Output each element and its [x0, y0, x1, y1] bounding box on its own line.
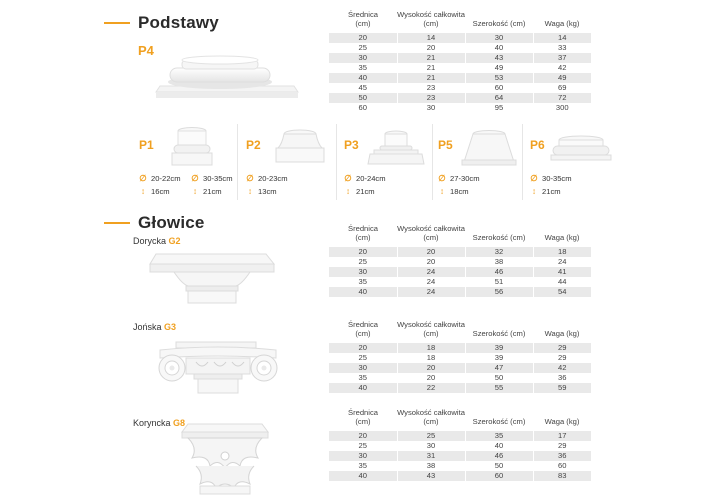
cell-diameter: 20: [329, 33, 397, 43]
spec-line-diameter: [530, 173, 572, 184]
height-icon: ↕: [140, 186, 146, 196]
base-p6-panel: [530, 122, 620, 202]
col-header-width: Szerokość (cm): [472, 329, 526, 338]
cell-width: 49: [465, 63, 533, 73]
base-p6-image: [548, 134, 614, 166]
base-p3-image: [366, 130, 426, 168]
spec-height: 21cm: [356, 186, 375, 196]
cell-width: 39: [465, 343, 533, 353]
table-row: [329, 383, 591, 393]
table-row: [329, 353, 591, 363]
capital-code: G8: [173, 418, 186, 428]
cell-height: 22: [397, 383, 465, 393]
product-code-p3: P3: [344, 138, 359, 152]
cell-diameter: 40: [329, 471, 397, 481]
col-header-weight: Waga (kg): [544, 329, 580, 338]
cell-weight: 60: [533, 461, 591, 471]
cell-height: 24: [397, 277, 465, 287]
table-row: [329, 373, 591, 383]
table-row: [329, 441, 591, 451]
col-header-height: Wysokość całkowita (cm): [397, 320, 465, 338]
cell-width: 50: [465, 373, 533, 383]
cell-height: 30: [397, 441, 465, 451]
height-icon: ↕: [345, 186, 351, 196]
table-header-row: [329, 224, 591, 247]
height-icon: ↕: [247, 186, 253, 196]
spec-diameter: 27-30cm: [450, 174, 480, 183]
table-header-row: [329, 10, 591, 33]
cell-height: 31: [397, 451, 465, 461]
spec-line-diameter: [139, 173, 181, 184]
cell-height: 20: [397, 247, 465, 257]
cell-height: 20: [397, 257, 465, 267]
cell-width: 46: [465, 451, 533, 461]
cell-width: 30: [465, 33, 533, 43]
capital-label-g3: [133, 322, 176, 332]
diameter-icon: ∅: [344, 173, 352, 183]
base-p5-panel: [438, 122, 526, 202]
spec-line-height: [438, 186, 469, 196]
cell-weight: 41: [533, 267, 591, 277]
table-g3: [329, 320, 591, 393]
table-row: [329, 33, 591, 43]
product-code-p5: P5: [438, 138, 453, 152]
table-g2: [329, 224, 591, 297]
spec-line-height: [139, 186, 170, 196]
col-header-height: Wysokość całkowita (cm): [397, 408, 465, 426]
section-header-glowice: [104, 213, 205, 233]
cell-height: 30: [397, 103, 465, 113]
table-row: [329, 83, 591, 93]
cell-width: 46: [465, 267, 533, 277]
cell-width: 38: [465, 257, 533, 267]
cell-width: 95: [465, 103, 533, 113]
cell-diameter: 35: [329, 63, 397, 73]
table-row: [329, 63, 591, 73]
cell-width: 51: [465, 277, 533, 287]
cell-height: 23: [397, 93, 465, 103]
cell-diameter: 25: [329, 257, 397, 267]
spec-line-diameter: [246, 173, 288, 184]
cell-width: 55: [465, 383, 533, 393]
capital-g3-image: [152, 334, 284, 400]
cell-height: 20: [397, 363, 465, 373]
spec-diameter: 20-24cm: [356, 174, 386, 183]
height-icon: ↕: [531, 186, 537, 196]
col-header-height: Wysokość całkowita (cm): [397, 224, 465, 242]
cell-diameter: 40: [329, 383, 397, 393]
cell-height: 23: [397, 83, 465, 93]
capital-g2-image: [148, 250, 278, 308]
spec-diameter: 20-23cm: [258, 174, 288, 183]
diameter-icon: ∅: [438, 173, 446, 183]
table-header-row: [329, 320, 591, 343]
base-p4-image: [152, 52, 302, 100]
cell-width: 56: [465, 287, 533, 297]
col-header-diameter: Średnica (cm): [348, 224, 378, 242]
col-header-width: Szerokość (cm): [472, 233, 526, 242]
capital-name: Dorycka: [133, 236, 167, 246]
cell-height: 24: [397, 287, 465, 297]
cell-height: 38: [397, 461, 465, 471]
cell-height: 21: [397, 53, 465, 63]
col-header-width: Szerokość (cm): [472, 19, 526, 28]
col-header-diameter: Średnica (cm): [348, 408, 378, 426]
cell-diameter: 30: [329, 267, 397, 277]
cell-height: 21: [397, 73, 465, 83]
table-row: [329, 277, 591, 287]
table-header-row: [329, 408, 591, 431]
cell-diameter: 35: [329, 373, 397, 383]
table-row: [329, 73, 591, 83]
base-p5-image: [458, 130, 520, 168]
product-code-p1: P1: [139, 138, 154, 152]
capital-code: G2: [168, 236, 181, 246]
spec-height-2: 21cm: [203, 186, 222, 196]
capital-name: Koryncka: [133, 418, 171, 428]
cell-height: 21: [397, 63, 465, 73]
col-header-weight: Waga (kg): [544, 417, 580, 426]
col-header-height: Wysokość całkowita (cm): [397, 10, 465, 28]
cell-diameter: 35: [329, 461, 397, 471]
spec-diameter: 30-35cm: [542, 174, 572, 183]
base-p2-panel: [246, 122, 336, 202]
spec-line-height: [530, 186, 561, 196]
base-p2-image: [272, 126, 328, 168]
cell-width: 35: [465, 431, 533, 441]
table-row: [329, 343, 591, 353]
cell-width: 50: [465, 461, 533, 471]
cell-weight: 54: [533, 287, 591, 297]
table-row: [329, 431, 591, 441]
base-p3-panel: [344, 122, 432, 202]
table-row: [329, 43, 591, 53]
spec-line-diameter: [344, 173, 386, 184]
diameter-icon: ∅: [191, 173, 199, 183]
cell-width: 40: [465, 43, 533, 53]
cell-weight: 36: [533, 373, 591, 383]
cell-width: 39: [465, 353, 533, 363]
diameter-icon: ∅: [530, 173, 538, 183]
spec-height: 16cm: [151, 186, 170, 196]
spec-line-diameter-2: [191, 173, 233, 184]
cell-diameter: 35: [329, 277, 397, 287]
cell-diameter: 30: [329, 451, 397, 461]
col-header-diameter: Średnica (cm): [348, 10, 378, 28]
capital-label-g2: [133, 236, 181, 246]
table-row: [329, 471, 591, 481]
cell-weight: 37: [533, 53, 591, 63]
cell-weight: 42: [533, 63, 591, 73]
cell-height: 18: [397, 343, 465, 353]
spec-line-height: [246, 186, 277, 196]
cell-height: 20: [397, 373, 465, 383]
cell-weight: 29: [533, 441, 591, 451]
diameter-icon: ∅: [139, 173, 147, 183]
spec-diameter-2: 30-35cm: [203, 174, 233, 183]
cell-height: 25: [397, 431, 465, 441]
col-header-weight: Waga (kg): [544, 19, 580, 28]
cell-weight: 69: [533, 83, 591, 93]
cell-width: 60: [465, 471, 533, 481]
cell-diameter: 45: [329, 83, 397, 93]
col-header-weight: Waga (kg): [544, 233, 580, 242]
product-code-p6: P6: [530, 138, 545, 152]
cell-width: 40: [465, 441, 533, 451]
height-icon: ↕: [192, 186, 198, 196]
cell-diameter: 20: [329, 431, 397, 441]
section-title: Podstawy: [138, 13, 219, 32]
cell-width: 64: [465, 93, 533, 103]
cell-weight: 49: [533, 73, 591, 83]
diameter-icon: ∅: [246, 173, 254, 183]
table-row: [329, 103, 591, 113]
table-g8: [329, 408, 591, 481]
col-header-diameter: Średnica (cm): [348, 320, 378, 338]
table-p4: [329, 10, 591, 113]
cell-height: 14: [397, 33, 465, 43]
cell-weight: 42: [533, 363, 591, 373]
cell-diameter: 25: [329, 353, 397, 363]
cell-diameter: 25: [329, 43, 397, 53]
table-row: [329, 363, 591, 373]
cell-weight: 83: [533, 471, 591, 481]
cell-weight: 24: [533, 257, 591, 267]
height-icon: ↕: [439, 186, 445, 196]
section-accent-line: [104, 22, 130, 24]
table-row: [329, 451, 591, 461]
cell-diameter: 30: [329, 53, 397, 63]
section-accent-line: [104, 222, 130, 224]
cell-width: 53: [465, 73, 533, 83]
cell-diameter: 50: [329, 93, 397, 103]
cell-weight: 59: [533, 383, 591, 393]
base-p1-image: [169, 126, 215, 168]
cell-width: 60: [465, 83, 533, 93]
cell-height: 18: [397, 353, 465, 363]
cell-height: 24: [397, 267, 465, 277]
spec-diameter: 20-22cm: [151, 174, 181, 183]
table-row: [329, 267, 591, 277]
table-row: [329, 461, 591, 471]
spec-line-height: [344, 186, 375, 196]
section-header-podstawy: [104, 13, 219, 33]
cell-weight: 29: [533, 353, 591, 363]
cell-diameter: 40: [329, 73, 397, 83]
cell-weight: 36: [533, 451, 591, 461]
cell-width: 43: [465, 53, 533, 63]
capital-code: G3: [164, 322, 177, 332]
spec-line-height-2: [191, 186, 222, 196]
panel-divider: [336, 124, 337, 200]
spec-line-diameter: [438, 173, 480, 184]
table-row: [329, 93, 591, 103]
cell-diameter: 60: [329, 103, 397, 113]
spec-height: 13cm: [258, 186, 277, 196]
table-row: [329, 247, 591, 257]
base-p1-panel: [139, 122, 237, 202]
cell-diameter: 30: [329, 363, 397, 373]
table-row: [329, 257, 591, 267]
cell-weight: 14: [533, 33, 591, 43]
table-row: [329, 287, 591, 297]
cell-diameter: 40: [329, 287, 397, 297]
product-code-p4: P4: [138, 43, 154, 58]
cell-diameter: 20: [329, 247, 397, 257]
table-row: [329, 53, 591, 63]
cell-weight: 72: [533, 93, 591, 103]
capital-g8-image: [178, 418, 270, 498]
cell-diameter: 25: [329, 441, 397, 451]
cell-width: 47: [465, 363, 533, 373]
cell-weight: 44: [533, 277, 591, 287]
product-code-p2: P2: [246, 138, 261, 152]
spec-height: 21cm: [542, 186, 561, 196]
cell-weight: 29: [533, 343, 591, 353]
cell-width: 32: [465, 247, 533, 257]
section-title: Głowice: [138, 213, 205, 232]
panel-divider: [432, 124, 433, 200]
cell-diameter: 20: [329, 343, 397, 353]
cell-height: 20: [397, 43, 465, 53]
cell-weight: 18: [533, 247, 591, 257]
cell-weight: 33: [533, 43, 591, 53]
capital-name: Jońska: [133, 322, 162, 332]
cell-weight: 17: [533, 431, 591, 441]
cell-height: 43: [397, 471, 465, 481]
spec-height: 18cm: [450, 186, 469, 196]
col-header-width: Szerokość (cm): [472, 417, 526, 426]
panel-divider: [237, 124, 238, 200]
panel-divider: [522, 124, 523, 200]
cell-weight: 300: [533, 103, 591, 113]
